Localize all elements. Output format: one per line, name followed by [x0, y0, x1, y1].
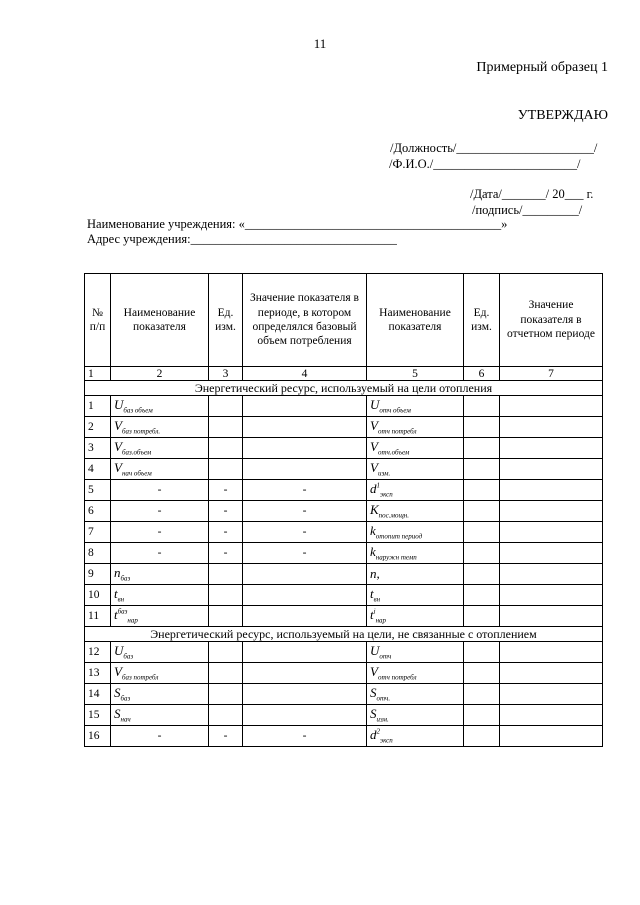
base-indicator-cell [111, 585, 209, 606]
base-value-cell [243, 606, 367, 627]
report-unit-cell [464, 522, 500, 543]
column-number: 1 [85, 367, 111, 381]
report-unit-cell [464, 459, 500, 480]
indicator-symbol: $U_{баз}$ [114, 643, 134, 661]
table-row [85, 522, 603, 543]
table-row [85, 663, 603, 684]
report-unit-cell [464, 417, 500, 438]
row-number: 4 [85, 459, 111, 480]
base-unit-cell: - [209, 726, 243, 747]
base-value-cell: - [243, 543, 367, 564]
report-value-cell [500, 459, 603, 480]
report-unit-cell [464, 543, 500, 564]
indicator-symbol: $t_{вн}$ [114, 586, 125, 604]
approve-heading: УТВЕРЖДАЮ [517, 108, 608, 123]
base-indicator-cell [111, 642, 209, 663]
row-number: 12 [85, 642, 111, 663]
header-cell: Значение показателя в периоде, в котором определялся базовый объем потребления [243, 274, 367, 367]
table-row [85, 501, 603, 522]
header-cell: Ед. изм. [464, 274, 500, 367]
report-unit-cell [464, 705, 500, 726]
base-unit-cell: - [209, 543, 243, 564]
indicator-symbol: $k_{отопит период}$ [370, 523, 423, 541]
table-header-row [85, 274, 603, 367]
report-indicator-cell [367, 684, 464, 705]
base-unit-cell [209, 642, 243, 663]
base-value-cell [243, 417, 367, 438]
report-unit-cell [464, 726, 500, 747]
table-row [85, 438, 603, 459]
indicator-symbol: $U_{баз объем}$ [114, 397, 153, 415]
section-title: Энергетический ресурс, используемый на цели отопления [85, 381, 603, 396]
section-title-row [85, 381, 603, 396]
report-value-cell [500, 684, 603, 705]
base-value-cell [243, 564, 367, 585]
table-row [85, 684, 603, 705]
row-number: 9 [85, 564, 111, 585]
column-number: 5 [367, 367, 464, 381]
page-number: 11 [313, 36, 327, 51]
base-value-cell [243, 585, 367, 606]
report-indicator-cell [367, 564, 464, 585]
report-indicator-cell [367, 438, 464, 459]
row-number: 13 [85, 663, 111, 684]
column-number: 3 [209, 367, 243, 381]
base-unit-cell [209, 417, 243, 438]
row-number: 1 [85, 396, 111, 417]
report-unit-cell [464, 396, 500, 417]
base-value-cell: - [243, 522, 367, 543]
indicator-symbol: $n_{баз}$ [114, 565, 131, 583]
header-cell: Ед. изм. [209, 274, 243, 367]
base-unit-cell [209, 459, 243, 480]
table-row [85, 606, 603, 627]
report-indicator-cell [367, 396, 464, 417]
base-indicator-cell: - [111, 726, 209, 747]
header-cell: № п/п [85, 274, 111, 367]
report-value-cell [500, 663, 603, 684]
indicator-symbol: $d^1_{эксп}$ [370, 481, 393, 499]
indicator-symbol: $V_{отч.объем}$ [370, 439, 410, 457]
column-number: 4 [243, 367, 367, 381]
row-number: 3 [85, 438, 111, 459]
base-indicator-cell [111, 705, 209, 726]
report-unit-cell [464, 606, 500, 627]
report-indicator-cell [367, 705, 464, 726]
indicator-symbol: $V_{баз потребл}$ [114, 664, 159, 682]
table-row [85, 705, 603, 726]
indicator-symbol: $V_{отч потребл}$ [370, 664, 417, 682]
base-value-cell: - [243, 480, 367, 501]
row-number: 11 [85, 606, 111, 627]
indicator-symbol: $S_{нач}$ [114, 706, 131, 724]
table-row [85, 543, 603, 564]
base-value-cell: - [243, 501, 367, 522]
base-value-cell [243, 438, 367, 459]
base-indicator-cell [111, 396, 209, 417]
column-number: 2 [111, 367, 209, 381]
base-unit-cell: - [209, 501, 243, 522]
indicator-symbol: $k_{наружн темп}$ [370, 544, 417, 562]
base-unit-cell [209, 396, 243, 417]
date-line: /Дата/_______/ 20___ г. [470, 187, 594, 201]
report-unit-cell [464, 501, 500, 522]
table-row [85, 726, 603, 747]
base-indicator-cell [111, 438, 209, 459]
institution-name-line: Наименование учреждения: «_________________________________________» [87, 217, 508, 231]
base-unit-cell [209, 705, 243, 726]
base-unit-cell [209, 606, 243, 627]
fio-line: /Ф.И.О./_______________________/ [389, 157, 581, 171]
report-value-cell [500, 543, 603, 564]
report-indicator-cell [367, 606, 464, 627]
indicator-symbol: $V_{баз потребл.}$ [114, 418, 161, 436]
row-number: 14 [85, 684, 111, 705]
indicators-table [84, 273, 603, 747]
report-value-cell [500, 480, 603, 501]
report-value-cell [500, 705, 603, 726]
base-unit-cell [209, 684, 243, 705]
report-unit-cell [464, 438, 500, 459]
section-title: Энергетический ресурс, используемый на цели, не связанные с отоплением [85, 627, 603, 642]
report-unit-cell [464, 642, 500, 663]
indicator-symbol: $d^2_{эксп}$ [370, 727, 393, 745]
base-value-cell [243, 705, 367, 726]
base-indicator-cell: - [111, 522, 209, 543]
indicator-symbol: $K_{пос.мощн.}$ [370, 502, 410, 520]
report-value-cell [500, 417, 603, 438]
signature-line: /подпись/_________/ [472, 203, 583, 217]
table-row [85, 459, 603, 480]
row-number: 10 [85, 585, 111, 606]
table-row [85, 642, 603, 663]
report-value-cell [500, 501, 603, 522]
indicator-symbol: $t^{баз}_{нар}$ [114, 607, 138, 625]
indicator-symbol: $V_{баз.объем}$ [114, 439, 152, 457]
row-number: 8 [85, 543, 111, 564]
report-indicator-cell [367, 459, 464, 480]
row-number: 6 [85, 501, 111, 522]
base-unit-cell [209, 585, 243, 606]
report-indicator-cell [367, 726, 464, 747]
report-value-cell [500, 642, 603, 663]
indicator-symbol: $t_{вн}$ [370, 586, 381, 604]
report-value-cell [500, 522, 603, 543]
base-unit-cell: - [209, 522, 243, 543]
base-indicator-cell: - [111, 501, 209, 522]
report-value-cell [500, 564, 603, 585]
base-indicator-cell: - [111, 480, 209, 501]
base-value-cell: - [243, 726, 367, 747]
report-indicator-cell [367, 642, 464, 663]
base-unit-cell [209, 564, 243, 585]
base-value-cell [243, 663, 367, 684]
base-unit-cell [209, 438, 243, 459]
report-value-cell [500, 438, 603, 459]
report-unit-cell [464, 585, 500, 606]
table-row [85, 480, 603, 501]
column-number: 6 [464, 367, 500, 381]
report-indicator-cell [367, 480, 464, 501]
report-value-cell [500, 396, 603, 417]
report-indicator-cell [367, 501, 464, 522]
report-indicator-cell [367, 417, 464, 438]
indicator-symbol: $S_{баз}$ [114, 685, 131, 703]
indicator-symbol: n, [370, 566, 380, 581]
base-indicator-cell [111, 417, 209, 438]
sample-title: Примерный образец 1 [476, 60, 608, 75]
report-unit-cell [464, 480, 500, 501]
table-row [85, 417, 603, 438]
report-indicator-cell [367, 543, 464, 564]
base-indicator-cell [111, 606, 209, 627]
report-unit-cell [464, 564, 500, 585]
report-indicator-cell [367, 585, 464, 606]
report-unit-cell [464, 663, 500, 684]
indicator-symbol: $t^i_{нар}$ [370, 607, 387, 625]
base-indicator-cell [111, 663, 209, 684]
report-indicator-cell [367, 522, 464, 543]
base-value-cell [243, 459, 367, 480]
base-value-cell [243, 396, 367, 417]
report-value-cell [500, 585, 603, 606]
header-cell: Наименование показателя [111, 274, 209, 367]
base-indicator-cell [111, 564, 209, 585]
base-indicator-cell [111, 459, 209, 480]
indicator-symbol: $U_{отч}$ [370, 643, 392, 661]
row-number: 7 [85, 522, 111, 543]
table-row [85, 585, 603, 606]
row-number: 16 [85, 726, 111, 747]
column-number: 7 [500, 367, 603, 381]
base-unit-cell [209, 663, 243, 684]
header-cell: Значение показателя в отчетном периоде [500, 274, 603, 367]
indicator-symbol: $U_{отч объем}$ [370, 397, 411, 415]
row-number: 2 [85, 417, 111, 438]
row-number: 5 [85, 480, 111, 501]
base-indicator-cell: - [111, 543, 209, 564]
report-unit-cell [464, 684, 500, 705]
base-value-cell [243, 642, 367, 663]
base-unit-cell: - [209, 480, 243, 501]
indicator-symbol: $V_{изм.}$ [370, 460, 391, 478]
indicator-symbol: $V_{отч потребл}$ [370, 418, 417, 436]
header-cell: Наименование показателя [367, 274, 464, 367]
institution-address-line: Адрес учреждения:_________________________________ [87, 232, 397, 246]
table-row [85, 396, 603, 417]
report-indicator-cell [367, 663, 464, 684]
row-number: 15 [85, 705, 111, 726]
indicator-symbol: $S_{отч.}$ [370, 685, 391, 703]
section-title-row [85, 627, 603, 642]
report-value-cell [500, 606, 603, 627]
base-value-cell [243, 684, 367, 705]
base-indicator-cell [111, 684, 209, 705]
report-value-cell [500, 726, 603, 747]
indicator-symbol: $S_{изм.}$ [370, 706, 389, 724]
table-row [85, 564, 603, 585]
indicator-symbol: $V_{нач объем}$ [114, 460, 152, 478]
position-line: /Должность/______________________/ [390, 141, 598, 155]
column-number-row [85, 367, 603, 381]
